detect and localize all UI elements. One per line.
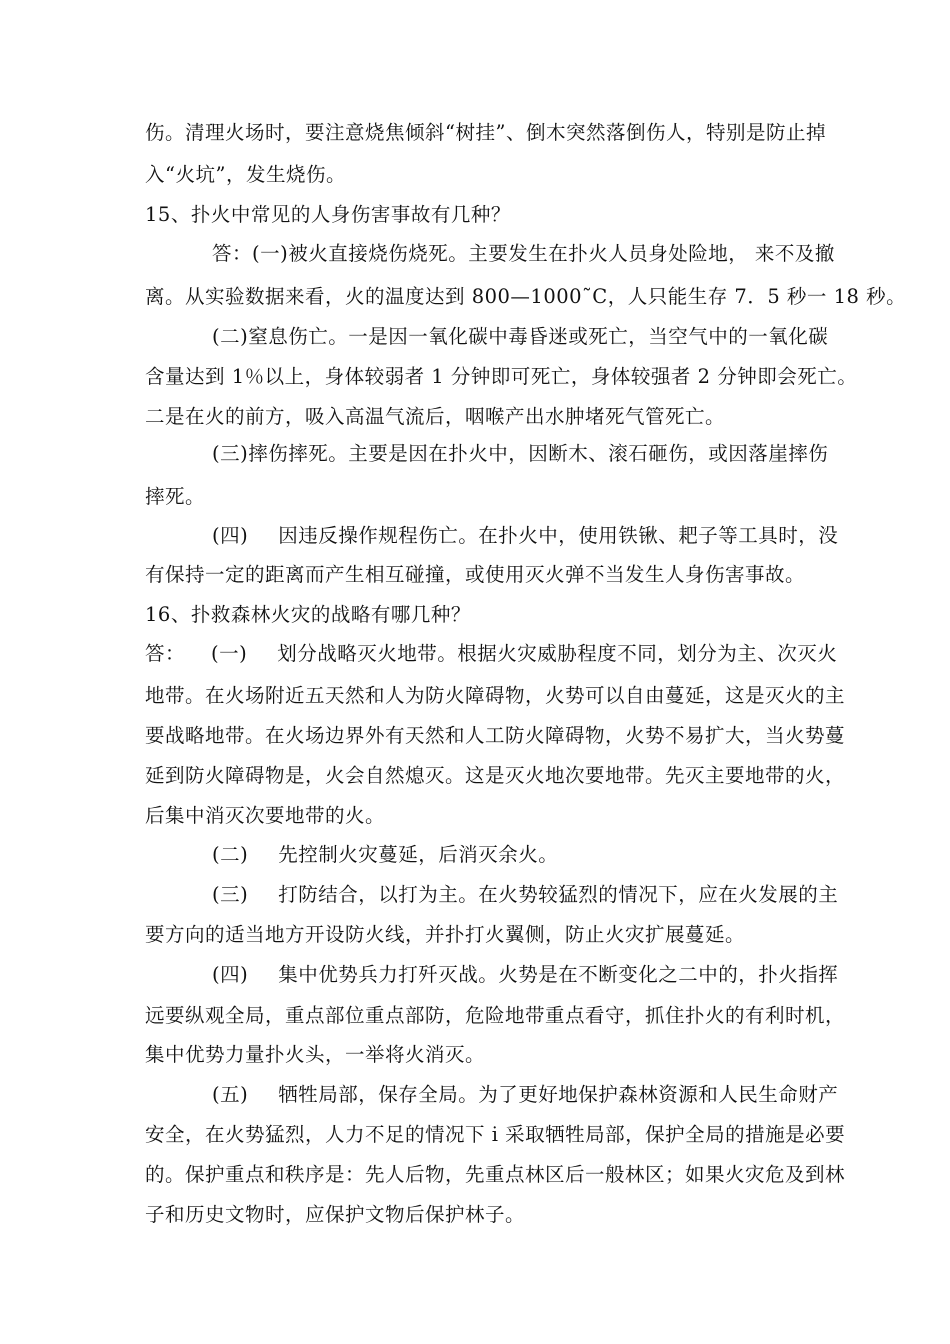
answer-line — [212, 1083, 838, 1107]
body-line: 伤。清理火场时，要注意烧焦倾斜“树挂”、倒木突然落倒伤人，特别是防止掉 — [145, 121, 826, 144]
body-line: 入“火坑”，发生烧伤。 — [145, 163, 346, 186]
answer-line: 有保持一定的距离而产生相互碰撞，或使用灭火弹不当发生人身伤害事故。 — [145, 563, 806, 586]
answer-line — [212, 883, 838, 907]
answer-line: 要战略地带。在火场边界外有天然和人工防火障碍物，火势不易扩大，当火势蔓 — [145, 724, 846, 747]
item-text: 集中优势兵力打歼灭战。火势是在不断变化之二中的，扑火指挥 — [278, 963, 839, 986]
answer-line: 二是在火的前方，吸入高温气流后，咽喉产出水肿堵死气管死亡。 — [145, 405, 726, 428]
answer-line: 答：(一)被火直接烧伤烧死。主要发生在扑火人员身处险地， 来不及撤 — [212, 242, 835, 265]
item-number: (二) — [212, 843, 249, 866]
answer-line — [145, 642, 837, 666]
answer-line: 远要纵观全局，重点部位重点部防，危险地带重点看守，抓住扑火的有利时机， — [145, 1004, 846, 1027]
answer-line: 含量达到 1％以上，身体较弱者 1 分钟即可死亡，身体较强者 2 分钟即会死亡。 — [145, 365, 858, 388]
item-text: 划分战略灭火地带。根据火灾威胁程度不同，划分为主、次灭火 — [277, 642, 838, 665]
item-number: (四) — [212, 524, 249, 547]
answer-line: 要方向的适当地方开设防火线，并扑打火翼侧，防止火灾扩展蔓延。 — [145, 923, 746, 946]
answer-line: 离。从实验数据来看，火的温度达到 800—1000˜C，人只能生存 7．5 秒一 18 秒。 — [145, 285, 907, 308]
item-text: 牺牲局部，保存全局。为了更好地保护森林资源和人民生命财产 — [278, 1083, 839, 1106]
item-number: (一) — [211, 642, 248, 665]
answer-line: 子和历史文物时，应保护文物后保护林子。 — [145, 1203, 526, 1226]
answer-line: 地带。在火场附近五天然和人为防火障碍物，火势可以自由蔓延，这是灭火的主 — [145, 684, 846, 707]
answer-line: 的。保护重点和秩序是：先人后物，先重点林区后一般林区；如果火灾危及到林 — [145, 1163, 846, 1186]
answer-line: 集中优势力量扑火头，一举将火消灭。 — [145, 1043, 486, 1066]
item-text: 因违反操作规程伤亡。在扑火中，使用铁锹、耙子等工具时，没 — [278, 524, 839, 547]
answer-line: 延到防火障碍物是，火会自然熄灭。这是灭火地次要地带。先灭主要地带的火， — [145, 764, 846, 787]
answer-line — [212, 963, 838, 987]
answer-line: 安全，在火势猛烈，人力不足的情况下 i 采取牺牲局部，保护全局的措施是必要 — [145, 1123, 846, 1146]
item-text: 打防结合，以打为主。在火势较猛烈的情况下，应在火发展的主 — [278, 883, 839, 906]
item-number: (四) — [212, 963, 249, 986]
answer-line: (三)摔伤摔死。主要是因在扑火中，因断木、滚石砸伤，或因落崖摔伤 — [212, 442, 829, 465]
item-number: (五) — [212, 1083, 249, 1106]
item-text: 先控制火灾蔓延，后消灭余火。 — [278, 843, 559, 866]
question-15: 15、扑火中常见的人身伤害事故有几种？ — [145, 203, 511, 226]
answer-line: 摔死。 — [145, 485, 206, 508]
item-number: (三) — [212, 883, 249, 906]
answer-line: (二)窒息伤亡。一是因一氧化碳中毒昏迷或死亡，当空气中的一氧化碳 — [212, 325, 829, 348]
question-16: 16、扑救森林火灾的战略有哪几种？ — [145, 603, 471, 626]
answer-line — [212, 524, 838, 548]
answer-line: 后集中消灭次要地带的火。 — [145, 804, 386, 827]
answer-line — [212, 843, 558, 867]
answer-prefix: 答： — [145, 642, 186, 665]
